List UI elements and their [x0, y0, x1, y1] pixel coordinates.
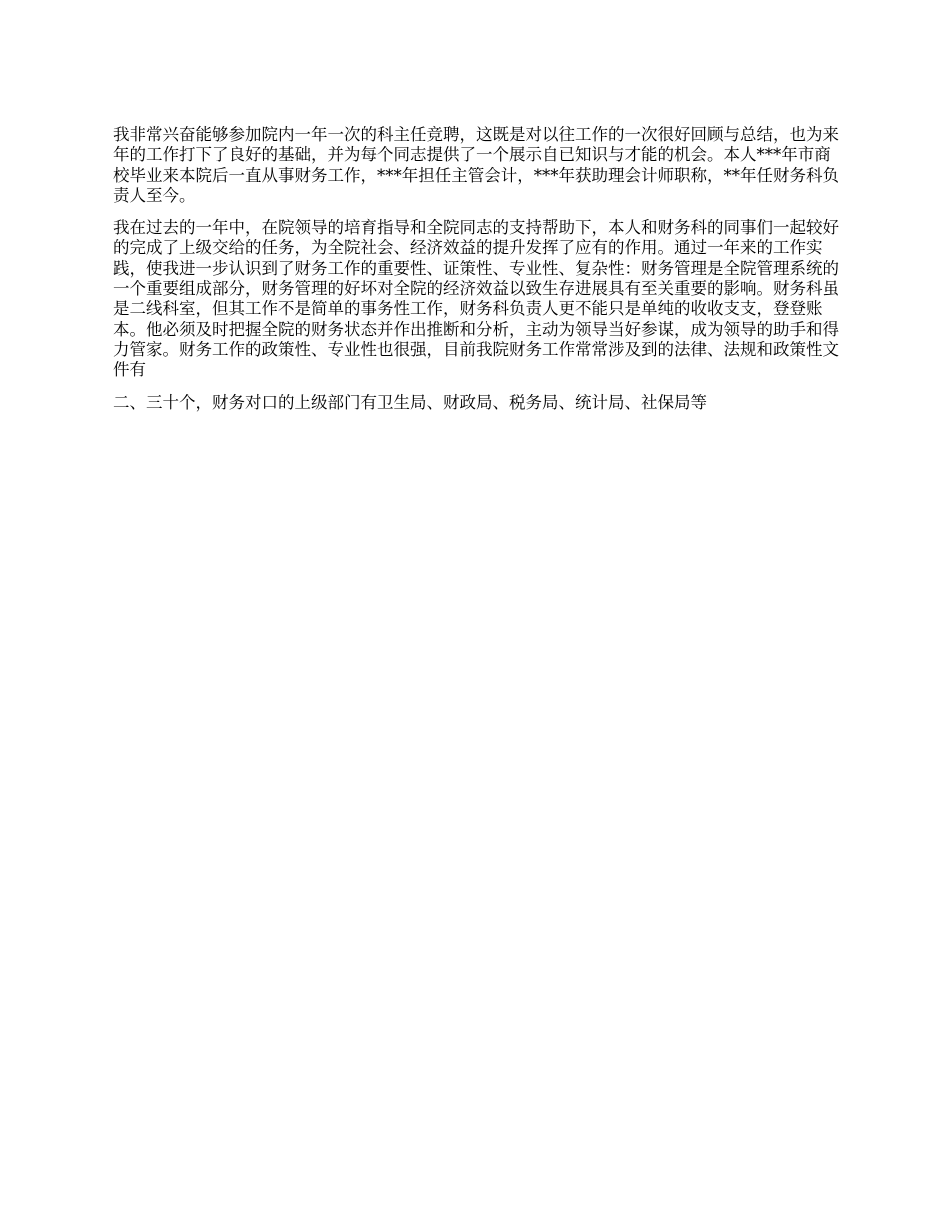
paragraph-1: 我非常兴奋能够参加院内一年一次的科主任竞聘，这既是对以往工作的一次很好回顾与总结，也为来年的工作打下了良好的基础，并为每个同志提供了一个展示自已知识与才能的机会。本人***年市商校毕业来本院后一直从事财务工作，***年担任主管会计，***年获助理会计师职称，**年任财务科负责人至今。: [113, 125, 839, 205]
paragraph-3: 二、三十个，财务对口的上级部门有卫生局、财政局、税务局、统计局、社保局等: [113, 392, 707, 412]
document-body: [113, 125, 841, 413]
paragraph-2: 我在过去的一年中，在院领导的培育指导和全院同志的支持帮助下，本人和财务科的同事们一起较好的完成了上级交给的任务，为全院社会、经济效益的提升发挥了应有的作用。通过一年来的工作实践，使我进一步认识到了财务工作的重要性、证策性、专业性、复杂性：财务管理是全院管理系统的一个重要组成部分，财务管理的好坏对全院的经济效益以致生存进展具有至关重要的影响。财务科虽是二线科室，但其工作不是简单的事务性工作，财务科负责人更不能只是单纯的收收支支，登登账本。他必须及时把握全院的财务状态并作出推断和分析，主动为领导当好参谋，成为领导的助手和得力管家。财务工作的政策性、专业性也很强，目前我院财务工作常常涉及到的法律、法规和政策性文件有: [113, 218, 839, 380]
